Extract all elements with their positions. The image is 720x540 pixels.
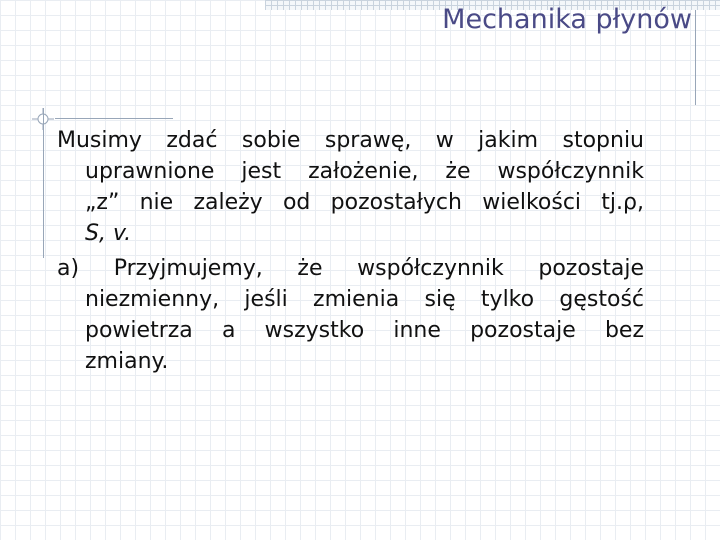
paragraph-1-line-3: „z” nie zależy od pozostałych wielkości tj.ρ, [85, 190, 644, 215]
paragraph-2-line-4: zmiany. [85, 349, 169, 374]
left-vertical-rule [43, 108, 44, 258]
slide-title: Mechanika płynów [442, 4, 692, 35]
paragraph-1-line-1: Musimy zdać sobie sprawę, w jakim stopniu [57, 128, 644, 153]
paragraph-1-line-2: uprawnione jest założenie, że współczynnik [85, 159, 644, 184]
slide-body [57, 125, 644, 381]
horizontal-rule [55, 118, 173, 119]
paragraph-2-line-3: powietrza a wszystko inne pozostaje bez [85, 318, 644, 343]
paragraph-2-line-1: a) Przyjmujemy, że współczynnik pozostaje [57, 256, 644, 281]
paragraph-2 [57, 253, 644, 377]
paragraph-2-line-2: niezmienny, jeśli zmienia się tylko gęstość [85, 287, 644, 312]
paragraph-1 [57, 125, 644, 249]
title-vertical-rule [695, 10, 696, 105]
paragraph-1-line-4: S, v. [85, 221, 132, 246]
